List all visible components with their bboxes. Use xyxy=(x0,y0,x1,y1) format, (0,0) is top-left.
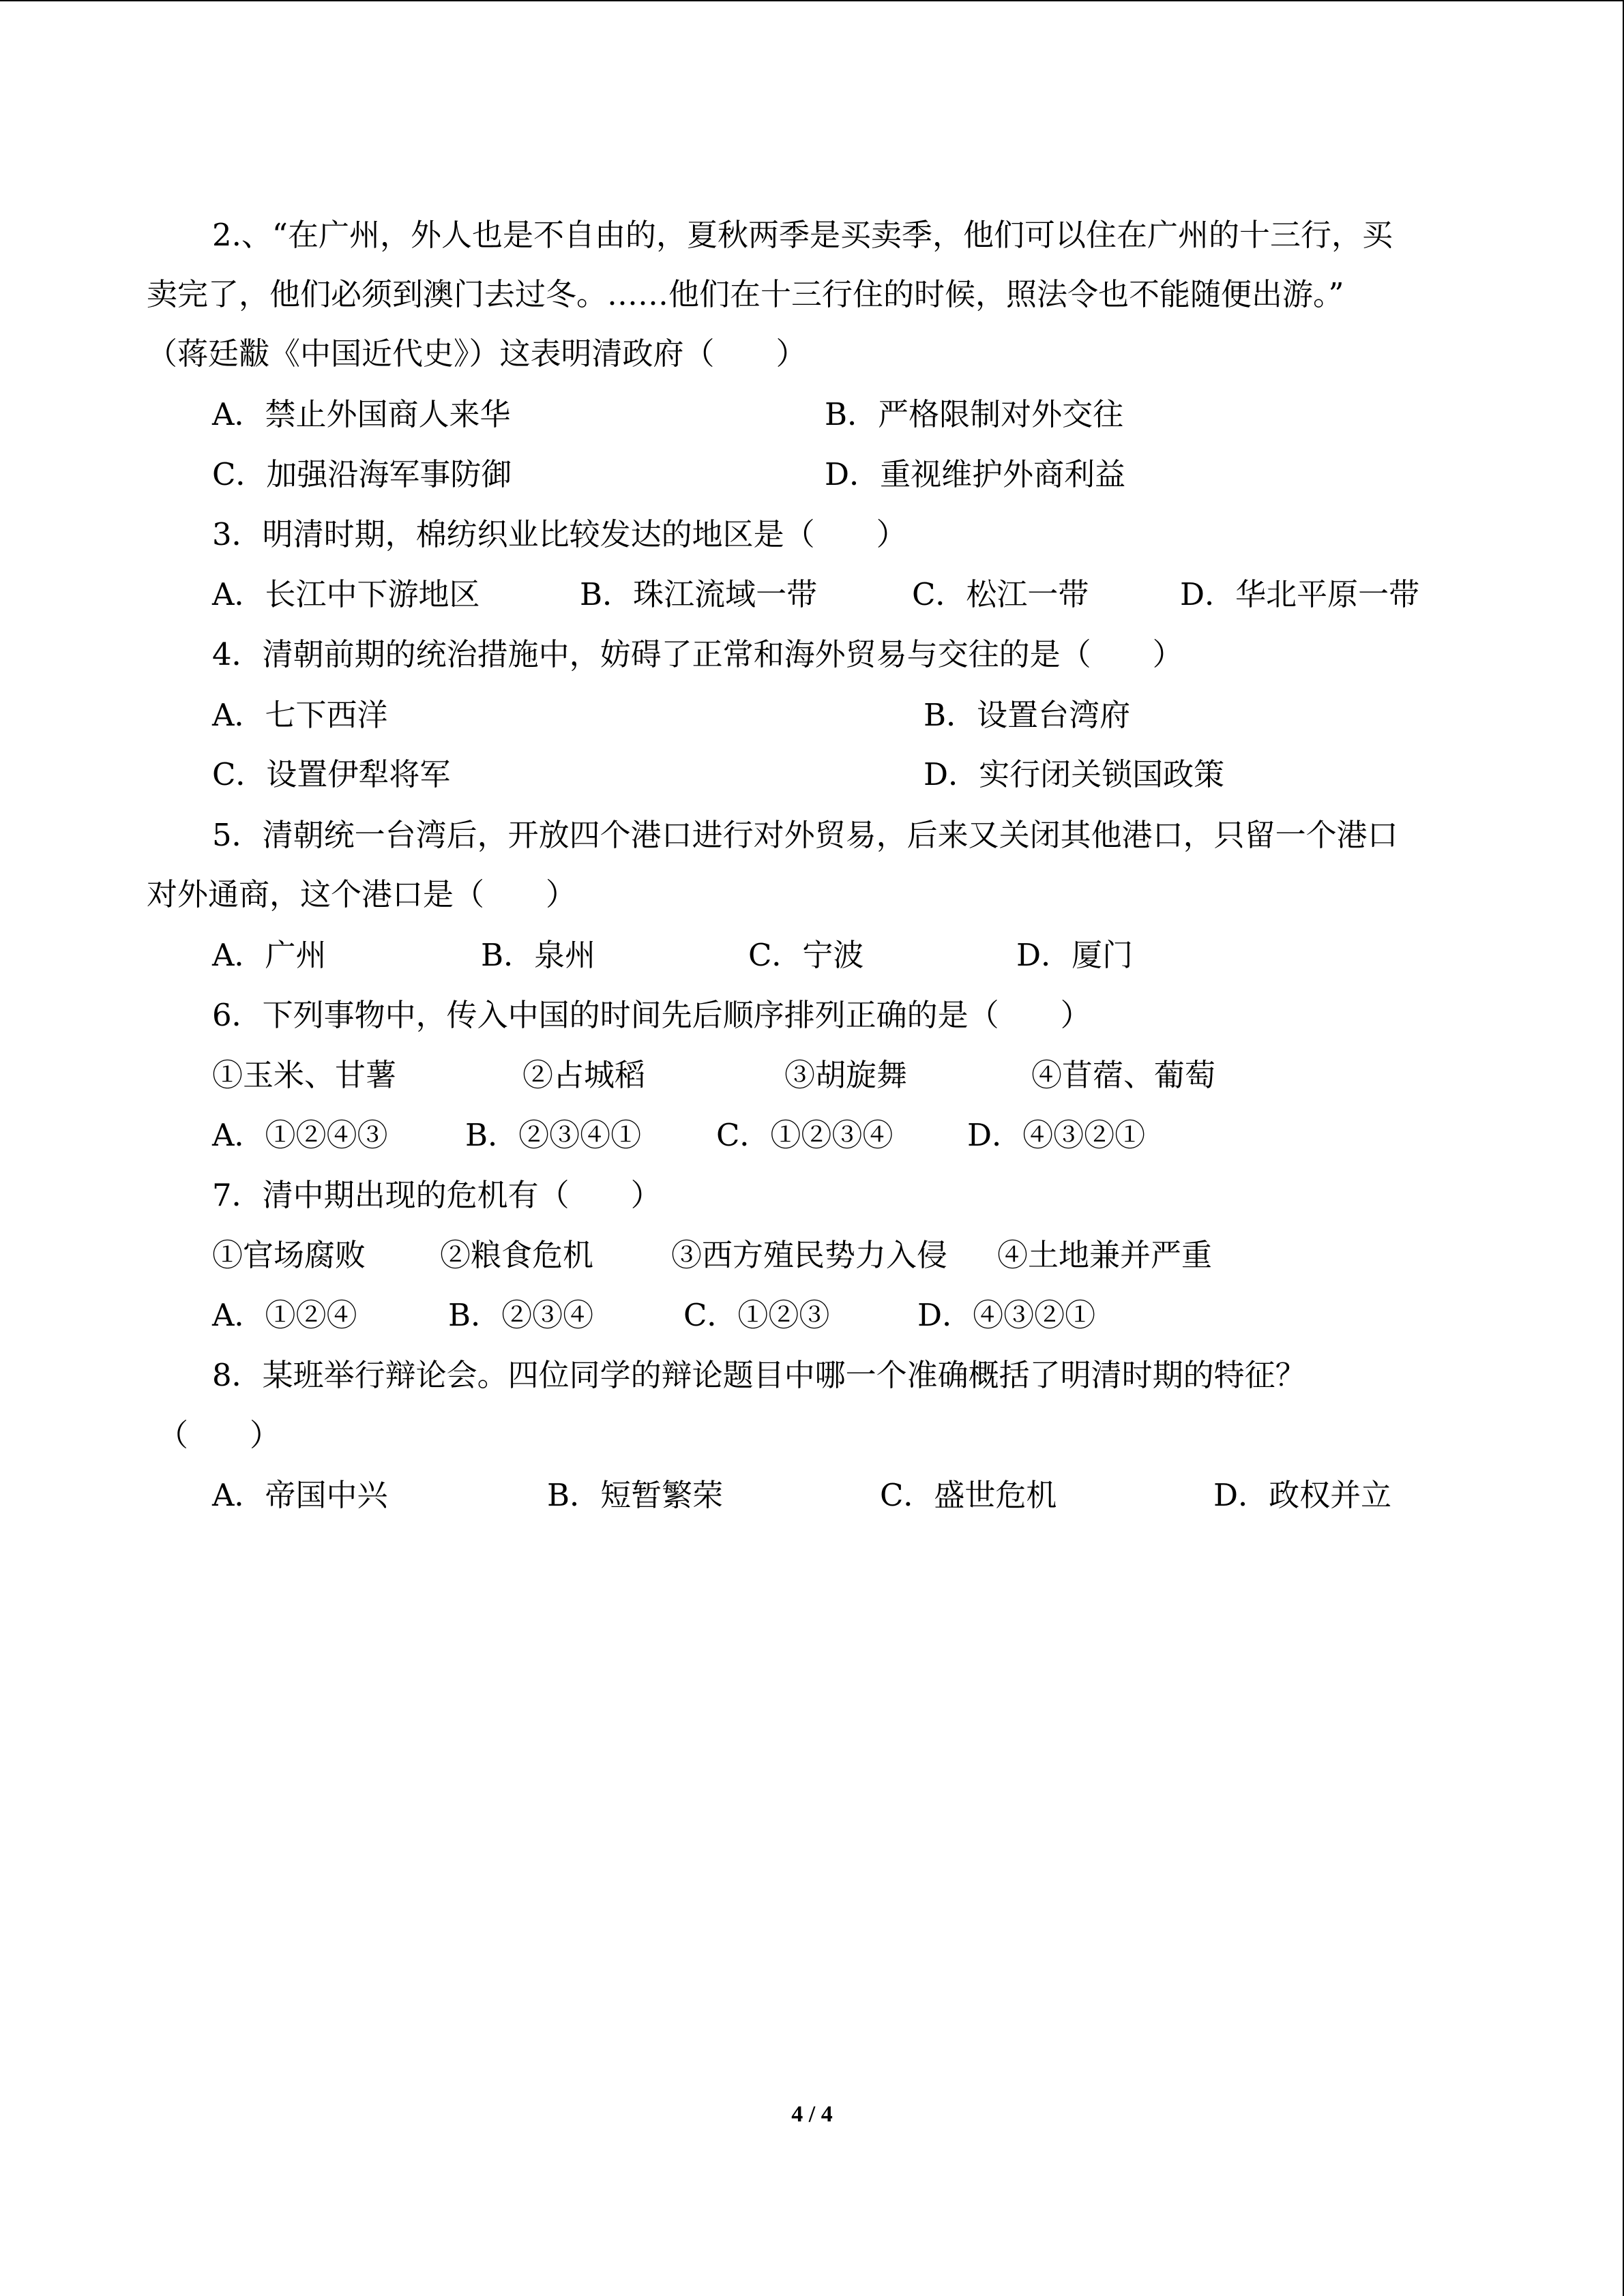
q2-option-b: B．严格限制对外交往 xyxy=(825,396,1124,432)
q5-stem-line-2: 对外通商，这个港口是（ ） xyxy=(147,876,577,912)
q6-option-d: D．④③②① xyxy=(967,1117,1146,1153)
q5-option-b: B．泉州 xyxy=(481,937,596,973)
q7-stem-line-1: 7．清中期出现的危机有（ ） xyxy=(212,1177,662,1213)
q5-option-d: D．厦门 xyxy=(1016,937,1134,973)
q8-stem-line-2: （ ） xyxy=(158,1417,281,1453)
q7-item-4: ④土地兼并严重 xyxy=(997,1237,1213,1273)
q5-option-c: C．宁波 xyxy=(748,937,864,973)
q2-option-a: A．禁止外国商人来华 xyxy=(212,396,511,432)
q6-item-4: ④苜蓿、葡萄 xyxy=(1031,1057,1216,1093)
q7-item-1: ①官场腐败 xyxy=(212,1237,366,1273)
q2-stem-line-2: 卖完了，他们必须到澳门去过冬。……他们在十三行住的时候，照法令也不能随便出游。” xyxy=(147,276,1344,312)
q4-option-a: A．七下西洋 xyxy=(212,697,388,733)
q2-stem-line-1: 2.、“在广州，外人也是不自由的，夏秋两季是买卖季，他们可以住在广州的十三行，买 xyxy=(212,217,1393,253)
q7-option-c: C．①②③ xyxy=(683,1297,830,1333)
q6-option-c: C．①②③④ xyxy=(716,1117,894,1153)
q3-option-b: B．珠江流域一带 xyxy=(580,576,818,612)
q8-option-a: A．帝国中兴 xyxy=(212,1477,388,1513)
q2-option-c: C．加强沿海军事防御 xyxy=(212,456,512,492)
q5-option-a: A．广州 xyxy=(212,937,327,973)
q4-option-c: C．设置伊犁将军 xyxy=(212,756,451,792)
q3-option-d: D．华北平原一带 xyxy=(1180,576,1420,612)
q4-stem-line-1: 4．清朝前期的统治措施中，妨碍了正常和海外贸易与交往的是（ ） xyxy=(212,636,1183,672)
q6-item-2: ②占城稻 xyxy=(522,1057,646,1093)
q6-option-b: B．②③④① xyxy=(465,1117,642,1153)
q8-option-c: C．盛世危机 xyxy=(880,1477,1057,1513)
q6-item-1: ①玉米、甘薯 xyxy=(212,1057,397,1093)
q3-option-a: A．长江中下游地区 xyxy=(212,576,480,612)
q3-stem-line-1: 3．明清时期，棉纺织业比较发达的地区是（ ） xyxy=(212,516,907,552)
q5-stem-line-1: 5．清朝统一台湾后，开放四个港口进行对外贸易，后来又关闭其他港口，只留一个港口 xyxy=(212,817,1398,853)
q4-option-d: D．实行闭关锁国政策 xyxy=(924,756,1225,792)
q7-item-3: ③西方殖民势力入侵 xyxy=(671,1237,948,1273)
q7-item-2: ②粮食危机 xyxy=(440,1237,594,1273)
q7-option-b: B．②③④ xyxy=(448,1297,594,1333)
q6-stem-line-1: 6．下列事物中，传入中国的时间先后顺序排列正确的是（ ） xyxy=(212,997,1091,1033)
q7-option-d: D．④③②① xyxy=(917,1297,1096,1333)
q2-stem-line-3: （蒋廷黻《中国近代史》）这表明清政府（ ） xyxy=(147,336,807,372)
q8-option-b: B．短暂繁荣 xyxy=(547,1477,724,1513)
q2-option-d: D．重视维护外商利益 xyxy=(825,456,1126,492)
q3-option-c: C．松江一带 xyxy=(912,576,1089,612)
q4-option-b: B．设置台湾府 xyxy=(924,697,1131,733)
q6-item-3: ③胡旋舞 xyxy=(784,1057,908,1093)
q8-option-d: D．政权并立 xyxy=(1213,1477,1392,1513)
page-number: 4 / 4 xyxy=(791,2102,833,2127)
q8-stem-line-1: 8．某班举行辩论会。四位同学的辩论题目中哪一个准确概括了明清时期的特征？ xyxy=(212,1357,1306,1393)
q6-option-a: A．①②④③ xyxy=(212,1117,388,1153)
q7-option-a: A．①②④ xyxy=(212,1297,357,1333)
